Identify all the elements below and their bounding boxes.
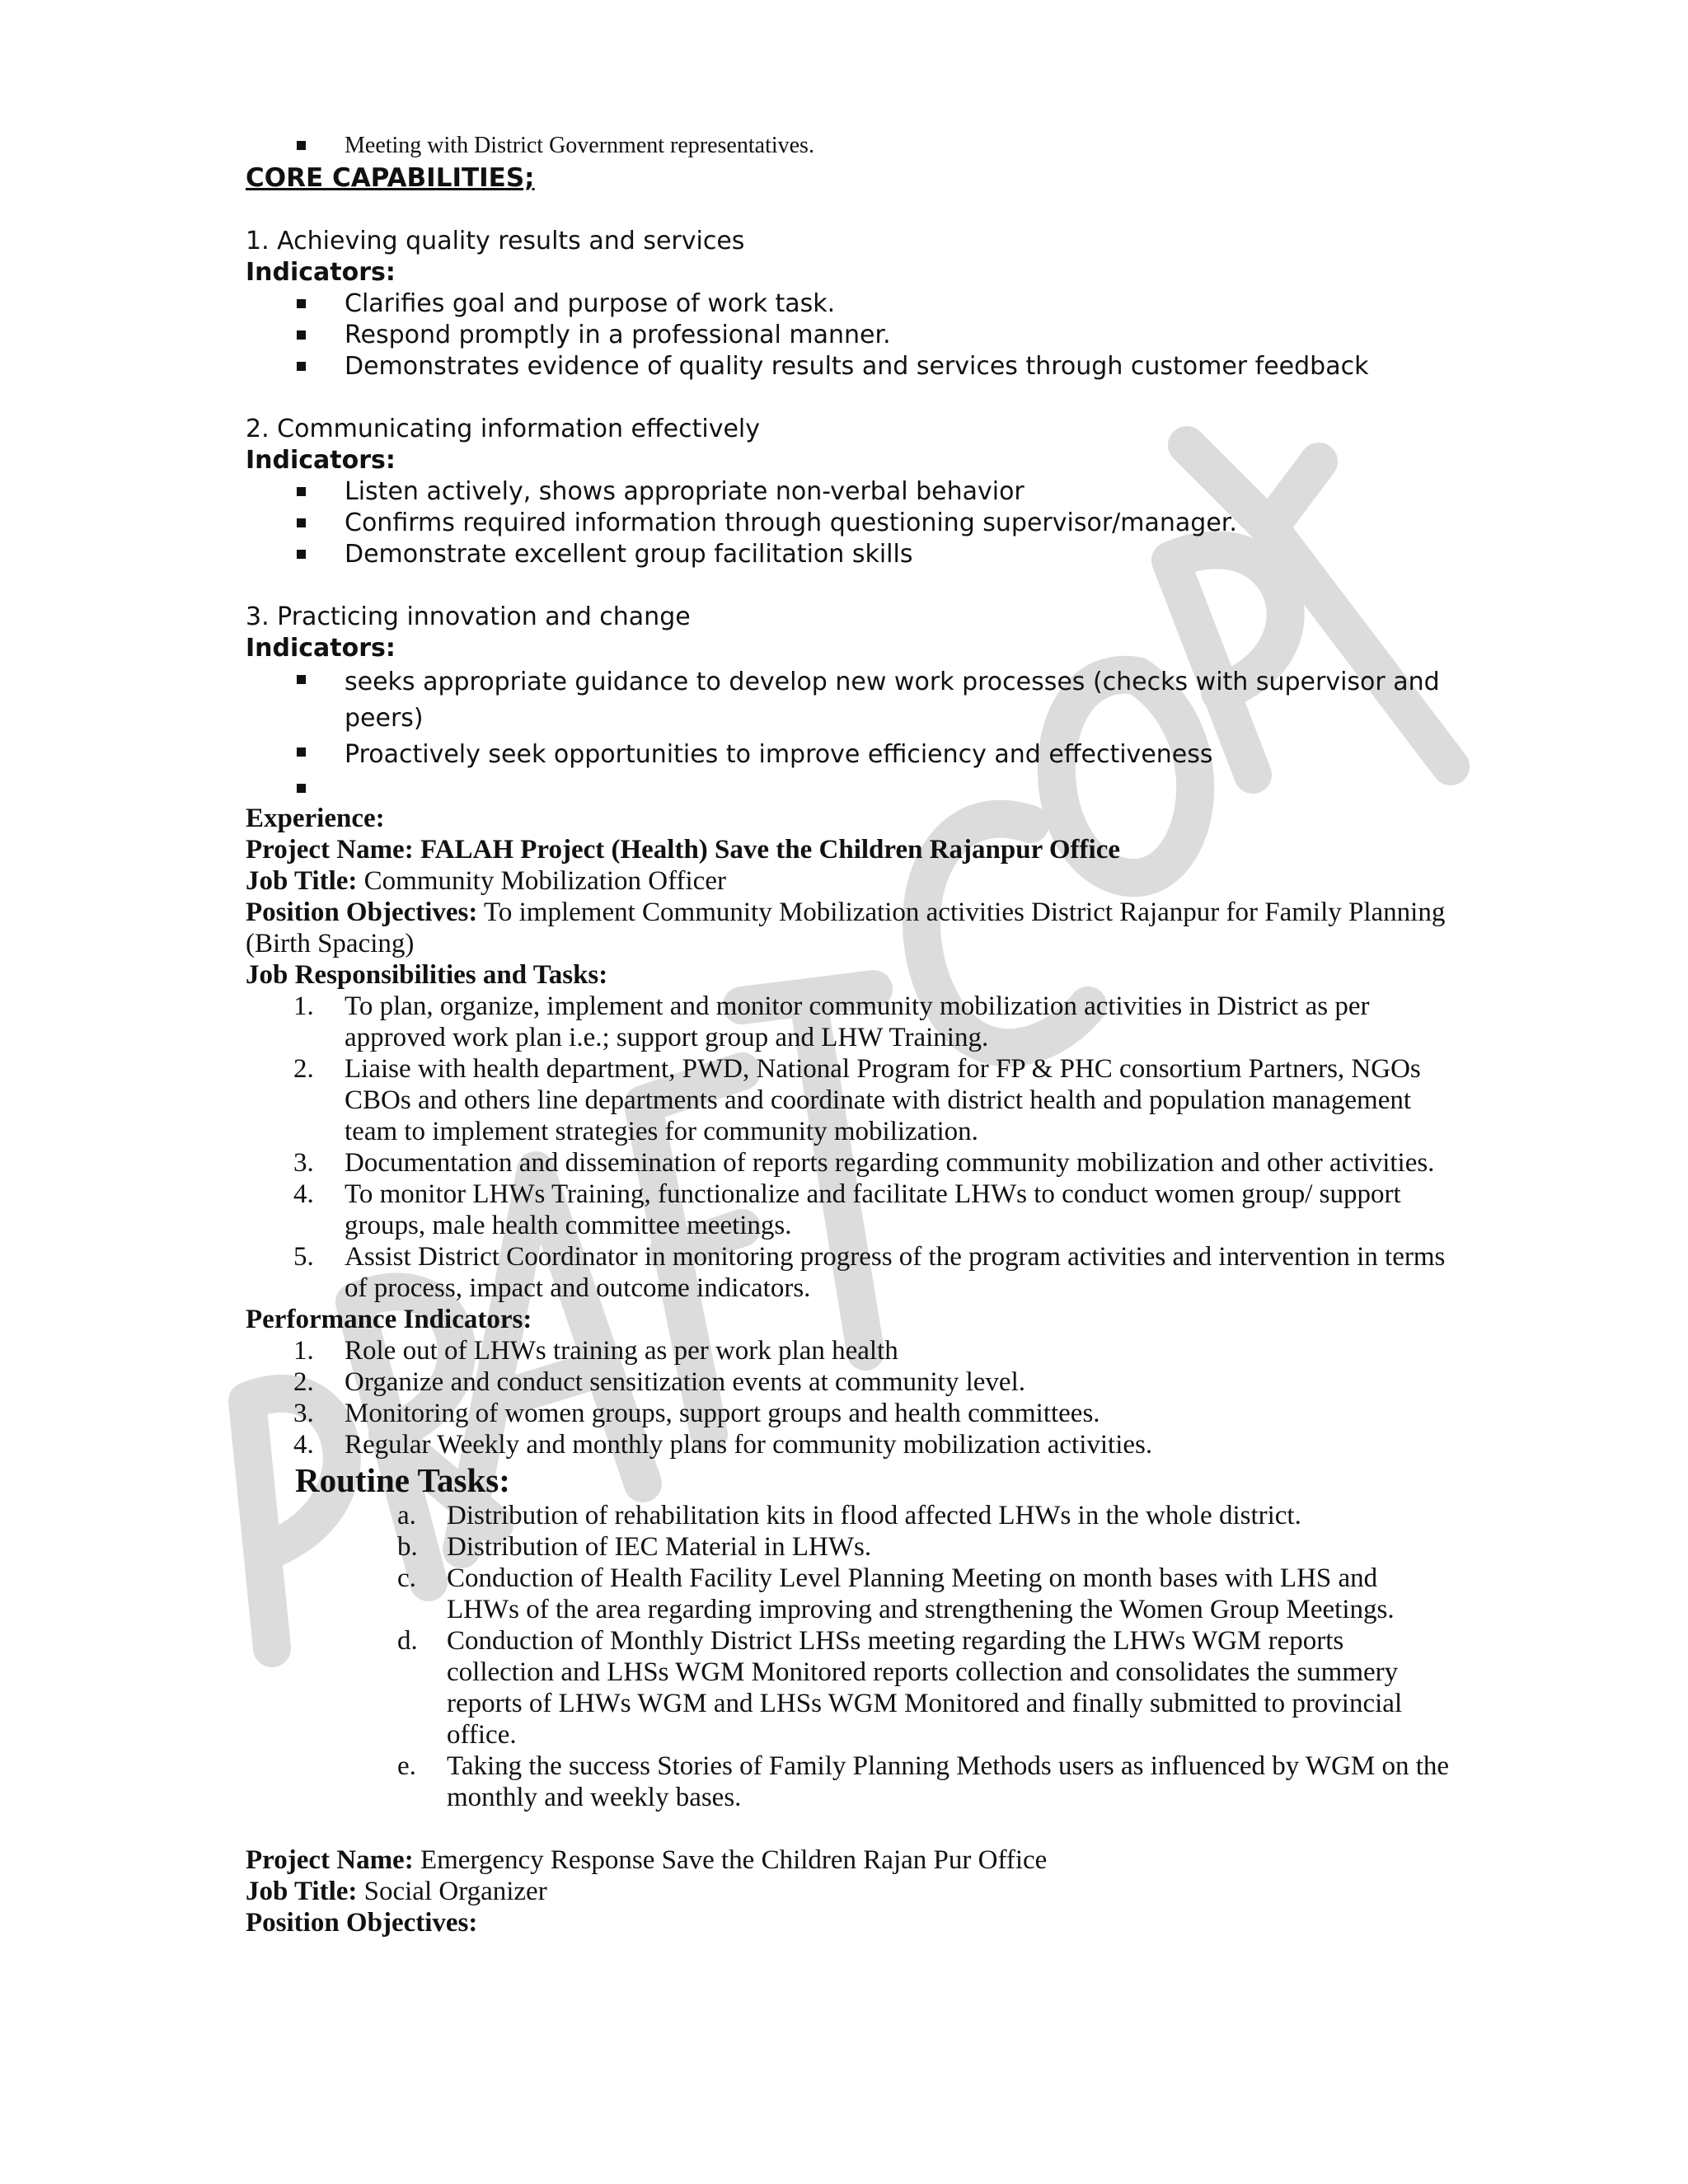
experience-heading: Experience: — [246, 804, 385, 833]
list-item-text: Demonstrate excellent group facilitation skills — [345, 540, 913, 569]
job-title-label: Job Title: — [246, 1877, 358, 1906]
list-item — [246, 1179, 1482, 1241]
list-item — [246, 1398, 1482, 1429]
project-name — [246, 1844, 1482, 1876]
responsibilities-heading: Job Responsibilities and Tasks: — [246, 960, 608, 990]
list-item-text: Confirms required information through questioning supervisor/manager. — [345, 509, 1237, 537]
list-item-text: Respond promptly in a professional manner. — [345, 321, 891, 349]
list-item-text: Liaise with health department, PWD, National Program for FP & PHC consortium Partners, NGOs — [345, 1054, 1421, 1084]
list-number: 1. — [293, 1336, 314, 1366]
core-capabilities-heading: CORE CAPABILITIES; — [246, 163, 535, 193]
list-item-text: Conduction of Health Facility Level Planning Meeting on month bases with LHS and — [447, 1563, 1378, 1593]
list-letter: a. — [397, 1501, 416, 1530]
list-item — [246, 1750, 1482, 1813]
routine-tasks-list — [246, 1500, 1482, 1813]
list-number: 3. — [293, 1399, 314, 1428]
list-item-text: Proactively seek opportunities to improve efficiency and effectiveness — [345, 740, 1213, 769]
list-item-text: Monitoring of women groups, support groups and health committees. — [345, 1399, 1100, 1428]
job-title-label: Job Title: — [246, 866, 358, 896]
square-bullet-icon — [297, 487, 306, 496]
list-item-text: reports of LHWs WGM and LHSs WGM Monitored and finally submitted to provincial — [447, 1689, 1403, 1718]
list-item — [246, 737, 1482, 773]
list-item-text: office. — [447, 1720, 517, 1750]
job-title — [246, 1876, 1482, 1907]
project-name-label: Project Name: — [246, 1845, 414, 1875]
project-name — [246, 834, 1482, 865]
list-item-text: seeks appropriate guidance to develop new work processes (checks with supervisor and peers) — [345, 668, 1440, 733]
list-item — [246, 1147, 1482, 1179]
list-item — [246, 1366, 1482, 1398]
list-item-text: Organize and conduct sensitization events at community level. — [345, 1367, 1025, 1397]
list-number: 3. — [293, 1148, 314, 1178]
job-title-value: Community Mobilization Officer — [363, 866, 726, 896]
list-item-text: Meeting with District Government representatives. — [345, 133, 814, 158]
section-heading: 2. Communicating information effectively — [246, 415, 760, 443]
performance-indicators-heading: Performance Indicators: — [246, 1305, 532, 1334]
position-objectives-value: To implement Community Mobilization activities District Rajanpur for Family Planning — [484, 898, 1446, 927]
list-item-text: Clarifies goal and purpose of work task. — [345, 289, 836, 318]
indicators-label: Indicators: — [246, 634, 396, 663]
responsibilities-list — [246, 991, 1482, 1304]
list-item — [246, 320, 1482, 351]
list-letter: d. — [397, 1626, 418, 1656]
list-number: 2. — [293, 1054, 314, 1084]
indicator-list — [246, 288, 1482, 382]
routine-tasks-heading: Routine Tasks: — [295, 1461, 510, 1499]
list-item — [246, 1531, 1482, 1563]
list-item-text: Distribution of IEC Material in LHWs. — [447, 1532, 872, 1562]
list-item — [246, 288, 1482, 320]
square-bullet-icon — [297, 141, 306, 150]
job-title — [246, 865, 1482, 897]
list-item-text: team to implement strategies for community mobilization. — [345, 1117, 978, 1146]
square-bullet-icon — [297, 330, 306, 340]
list-item-text: approved work plan i.e.; support group and LHW Training. — [345, 1023, 989, 1052]
list-item — [246, 539, 1482, 570]
list-number: 4. — [293, 1179, 314, 1209]
list-item-text: Listen actively, shows appropriate non-verbal behavior — [345, 477, 1025, 506]
list-number: 1. — [293, 991, 314, 1021]
list-item — [246, 130, 1482, 162]
position-objectives-continued: (Birth Spacing) — [246, 929, 415, 958]
list-item-text: Conduction of Monthly District LHSs meeting regarding the LHWs WGM reports — [447, 1626, 1344, 1656]
list-number: 5. — [293, 1242, 314, 1272]
indicators-label: Indicators: — [246, 258, 396, 287]
list-item-text: collection and LHSs WGM Monitored reports collection and consolidates the summery — [447, 1657, 1399, 1687]
indicators-label: Indicators: — [246, 446, 396, 475]
list-item — [246, 1563, 1482, 1625]
list-item-text: Role out of LHWs training as per work plan health — [345, 1336, 898, 1366]
square-bullet-icon — [297, 748, 306, 757]
list-item-text: Assist District Coordinator in monitoring progress of the program activities and intervention in terms — [345, 1242, 1446, 1272]
indicator-list — [246, 476, 1482, 570]
section-heading: 3. Practicing innovation and change — [246, 602, 691, 631]
list-item — [246, 773, 1482, 803]
square-bullet-icon — [297, 518, 306, 527]
list-item-text: groups, male health committee meetings. — [345, 1211, 792, 1240]
list-item-text: Distribution of rehabilitation kits in flood affected LHWs in the whole district. — [447, 1501, 1301, 1530]
list-number: 4. — [293, 1430, 314, 1460]
list-item-text: monthly and weekly bases. — [447, 1783, 742, 1812]
list-item-text: To plan, organize, implement and monitor community mobilization activities in District as per — [345, 991, 1370, 1021]
indicator-list — [246, 664, 1482, 803]
list-item-text: To monitor LHWs Training, functionalize and facilitate LHWs to conduct women group/ support — [345, 1179, 1401, 1209]
list-item-text: CBOs and others line departments and coordinate with district health and population management — [345, 1085, 1412, 1115]
project-name-value: Emergency Response Save the Children Rajan Pur Office — [420, 1845, 1048, 1875]
square-bullet-icon — [297, 299, 306, 308]
list-item — [246, 991, 1482, 1053]
list-item — [246, 1241, 1482, 1304]
list-letter: b. — [397, 1532, 418, 1562]
list-item — [246, 1053, 1482, 1147]
list-letter: c. — [397, 1563, 416, 1593]
section-heading: 1. Achieving quality results and services — [246, 227, 745, 255]
list-item — [246, 664, 1482, 737]
square-bullet-icon — [297, 784, 306, 793]
project-name-label: Project Name: — [246, 835, 414, 865]
performance-list — [246, 1335, 1482, 1460]
list-item-text: LHWs of the area regarding improving and strengthening the Women Group Meetings. — [447, 1595, 1395, 1624]
list-item — [246, 1625, 1482, 1750]
list-letter: e. — [397, 1751, 416, 1781]
list-item — [246, 351, 1482, 382]
top-bullet-list — [246, 130, 1482, 162]
position-objectives-label: Position Objectives: — [246, 1908, 478, 1938]
list-item — [246, 1335, 1482, 1366]
list-item-text: Demonstrates evidence of quality results and services through customer feedback — [345, 352, 1369, 381]
project-name-value: FALAH Project (Health) Save the Children Rajanpur Office — [420, 835, 1120, 865]
square-bullet-icon — [297, 675, 306, 684]
square-bullet-icon — [297, 550, 306, 559]
job-title-value: Social Organizer — [363, 1877, 547, 1906]
list-item-text: of process, impact and outcome indicators. — [345, 1273, 811, 1303]
position-objectives-label: Position Objectives: — [246, 898, 478, 927]
list-item — [246, 508, 1482, 539]
list-item-text: Regular Weekly and monthly plans for community mobilization activities. — [345, 1430, 1153, 1460]
list-item — [246, 1500, 1482, 1531]
list-item — [246, 1429, 1482, 1460]
list-item-text: Documentation and dissemination of reports regarding community mobilization and other activities. — [345, 1148, 1435, 1178]
list-item-text: Taking the success Stories of Family Planning Methods users as influenced by WGM on the — [447, 1751, 1450, 1781]
square-bullet-icon — [297, 362, 306, 371]
list-item — [246, 476, 1482, 508]
position-objectives — [246, 897, 1482, 928]
list-number: 2. — [293, 1367, 314, 1397]
